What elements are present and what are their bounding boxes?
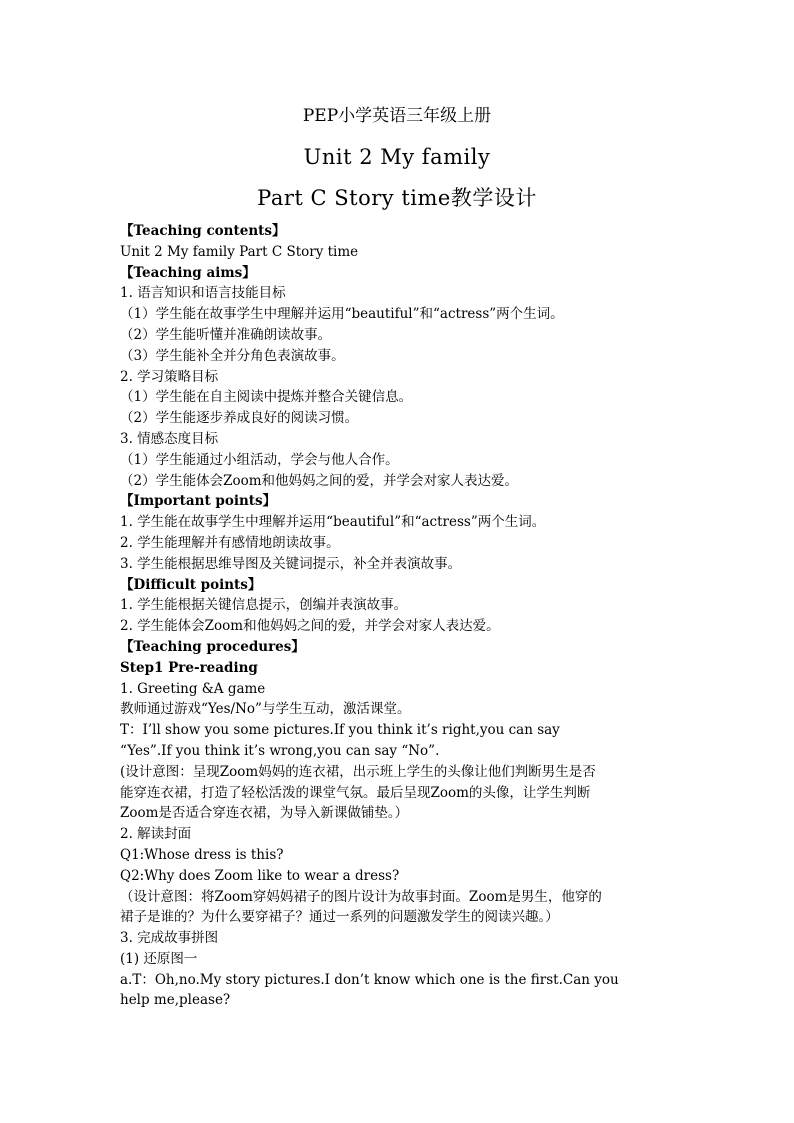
document-body bbox=[120, 221, 680, 1011]
text-line: （2）学生能逐步养成良好的阅读习惯。 bbox=[120, 410, 359, 427]
text-line: Zoom是否适合穿连衣裙，为导入新课做铺垫。） bbox=[120, 805, 409, 822]
document-subtitle: PEP小学英语三年级上册 bbox=[302, 106, 492, 126]
text-line: (设计意图：呈现Zoom妈妈的连衣裙，出示班上学生的头像让他们判断男生是否 bbox=[120, 763, 596, 780]
text-line: Q1:Whose dress is this? bbox=[120, 846, 284, 863]
text-line: 2. 学生能体会Zoom和他妈妈之间的爱，并学会对家人表达爱。 bbox=[120, 618, 500, 635]
text-line: （2）学生能听懂并准确朗读故事。 bbox=[120, 326, 332, 343]
text-line: 2. 学习策略目标 bbox=[120, 368, 219, 385]
title-block bbox=[0, 104, 794, 213]
text-line: 3. 学生能根据思维导图及关键词提示，补全并表演故事。 bbox=[120, 555, 462, 572]
text-line: 1. Greeting &A game bbox=[120, 680, 266, 697]
text-line: T：I’ll show you some pictures.If you think it’s right,you can say bbox=[120, 722, 560, 739]
section-heading: 【Difficult points】 bbox=[120, 576, 262, 593]
section-heading: Step1 Pre-reading bbox=[120, 659, 258, 676]
text-line: 裙子是谁的？为什么要穿裙子？通过一系列的问题激发学生的阅读兴趣。） bbox=[120, 909, 559, 926]
text-line: （2）学生能体会Zoom和他妈妈之间的爱，并学会对家人表达爱。 bbox=[120, 472, 519, 489]
text-line: 1. 语言知识和语言技能目标 bbox=[120, 285, 286, 302]
section-heading: 【Important points】 bbox=[120, 493, 277, 510]
text-line: 3. 情感态度目标 bbox=[120, 430, 219, 447]
unit-title: Unit 2 My family bbox=[303, 145, 491, 169]
text-line: （1）学生能在自主阅读中提炼并整合关键信息。 bbox=[120, 389, 413, 406]
text-line: (1) 还原图一 bbox=[120, 950, 198, 967]
text-line: Q2:Why does Zoom like to wear a dress? bbox=[120, 867, 400, 884]
text-line: 2. 学生能理解并有感情地朗读故事。 bbox=[120, 534, 340, 551]
text-line: （3）学生能补全并分角色表演故事。 bbox=[120, 347, 345, 364]
text-line: （设计意图：将Zoom穿妈妈裙子的图片设计为故事封面。Zoom是男生，他穿的 bbox=[120, 888, 602, 905]
text-line: 1. 学生能在故事学生中理解并运用“beautiful”和“actress”两个生词。 bbox=[120, 514, 546, 531]
text-line: Unit 2 My family Part C Story time bbox=[120, 243, 359, 260]
text-line: 1. 学生能根据关键信息提示，创编并表演故事。 bbox=[120, 597, 408, 614]
part-title: Part C Story time教学设计 bbox=[257, 186, 537, 210]
text-line: （1）学生能在故事学生中理解并运用“beautiful”和“actress”两个生词。 bbox=[120, 306, 564, 323]
text-line: 教师通过游戏“Yes/No”与学生互动，激活课堂。 bbox=[120, 701, 411, 718]
text-line: “Yes”.If you think it’s wrong,you can say “No”. bbox=[120, 742, 440, 759]
section-heading: 【Teaching contents】 bbox=[120, 223, 286, 239]
text-line: （1）学生能通过小组活动，学会与他人合作。 bbox=[120, 451, 399, 468]
text-line: 能穿连衣裙，打造了轻松活泼的课堂气氛。最后呈现Zoom的头像，让学生判断 bbox=[120, 784, 591, 801]
section-heading: 【Teaching aims】 bbox=[120, 264, 256, 281]
text-line: 3. 完成故事拼图 bbox=[120, 930, 219, 947]
text-line: a.T：Oh,no.My story pictures.I don’t know which one is the first.Can you bbox=[120, 971, 619, 988]
text-line: help me,please? bbox=[120, 992, 231, 1009]
text-line: 2. 解读封面 bbox=[120, 826, 192, 843]
section-heading: 【Teaching procedures】 bbox=[120, 638, 305, 655]
